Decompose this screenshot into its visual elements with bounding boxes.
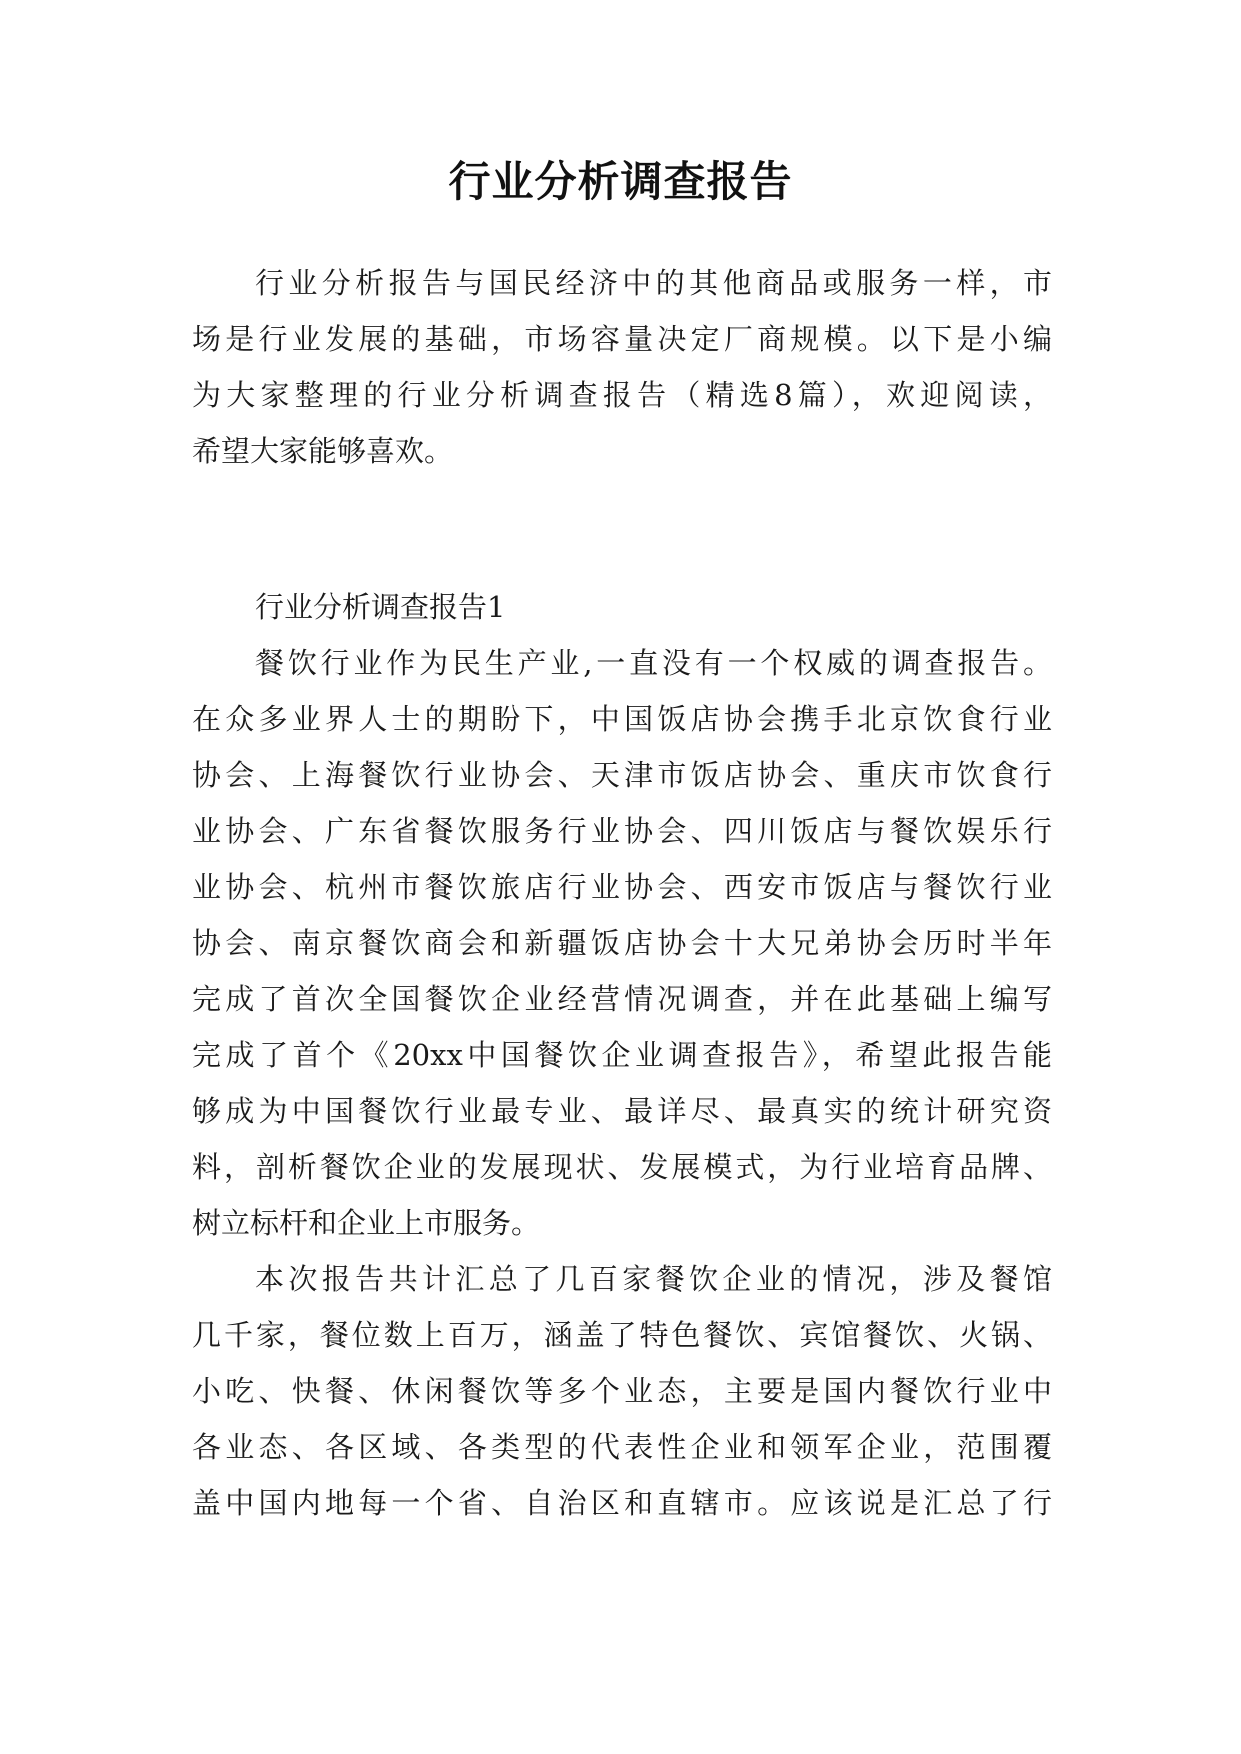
paragraph-line: 完成了首次全国餐饮企业经营情况调查，并在此基础上编写 [192, 982, 1052, 1016]
intro-line: 场是行业发展的基础，市场容量决定厂商规模。以下是小编 [192, 322, 1052, 356]
paragraph-line: 餐饮行业作为民生产业,一直没有一个权威的调查报告。 [255, 646, 1052, 680]
paragraph-line: 树立标杆和企业上市服务。 [192, 1206, 541, 1240]
paragraph-line: 几千家，餐位数上百万，涵盖了特色餐饮、宾馆餐饮、火锅、 [192, 1318, 1052, 1352]
paragraph-line: 够成为中国餐饮行业最专业、最详尽、最真实的统计研究资 [192, 1094, 1052, 1128]
paragraph-line: 协会、南京餐饮商会和新疆饭店协会十大兄弟协会历时半年 [192, 926, 1052, 960]
paragraph-line: 协会、上海餐饮行业协会、天津市饭店协会、重庆市饮食行 [192, 758, 1052, 792]
paragraph-line: 完成了首个《20xx中国餐饮企业调查报告》，希望此报告能 [192, 1038, 1052, 1072]
paragraph-line: 在众多业界人士的期盼下，中国饭店协会携手北京饮食行业 [192, 702, 1052, 736]
intro-line: 为大家整理的行业分析调查报告（精选8篇），欢迎阅读， [192, 378, 1052, 412]
paragraph-line: 盖中国内地每一个省、自治区和直辖市。应该说是汇总了行 [192, 1486, 1052, 1520]
section-heading: 行业分析调查报告1 [255, 590, 506, 624]
intro-line: 行业分析报告与国民经济中的其他商品或服务一样，市 [255, 266, 1052, 300]
intro-line: 希望大家能够喜欢。 [192, 434, 454, 468]
paragraph-line: 业协会、广东省餐饮服务行业协会、四川饭店与餐饮娱乐行 [192, 814, 1052, 848]
paragraph-line: 业协会、杭州市餐饮旅店行业协会、西安市饭店与餐饮行业 [192, 870, 1052, 904]
paragraph-line: 各业态、各区域、各类型的代表性企业和领军企业，范围覆 [192, 1430, 1052, 1464]
paragraph-line: 本次报告共计汇总了几百家餐饮企业的情况，涉及餐馆 [255, 1262, 1052, 1296]
paragraph-line: 料，剖析餐饮企业的发展现状、发展模式，为行业培育品牌、 [192, 1150, 1052, 1184]
document-title: 行业分析调查报告 [448, 157, 793, 206]
paragraph-line: 小吃、快餐、休闲餐饮等多个业态，主要是国内餐饮行业中 [192, 1374, 1052, 1408]
